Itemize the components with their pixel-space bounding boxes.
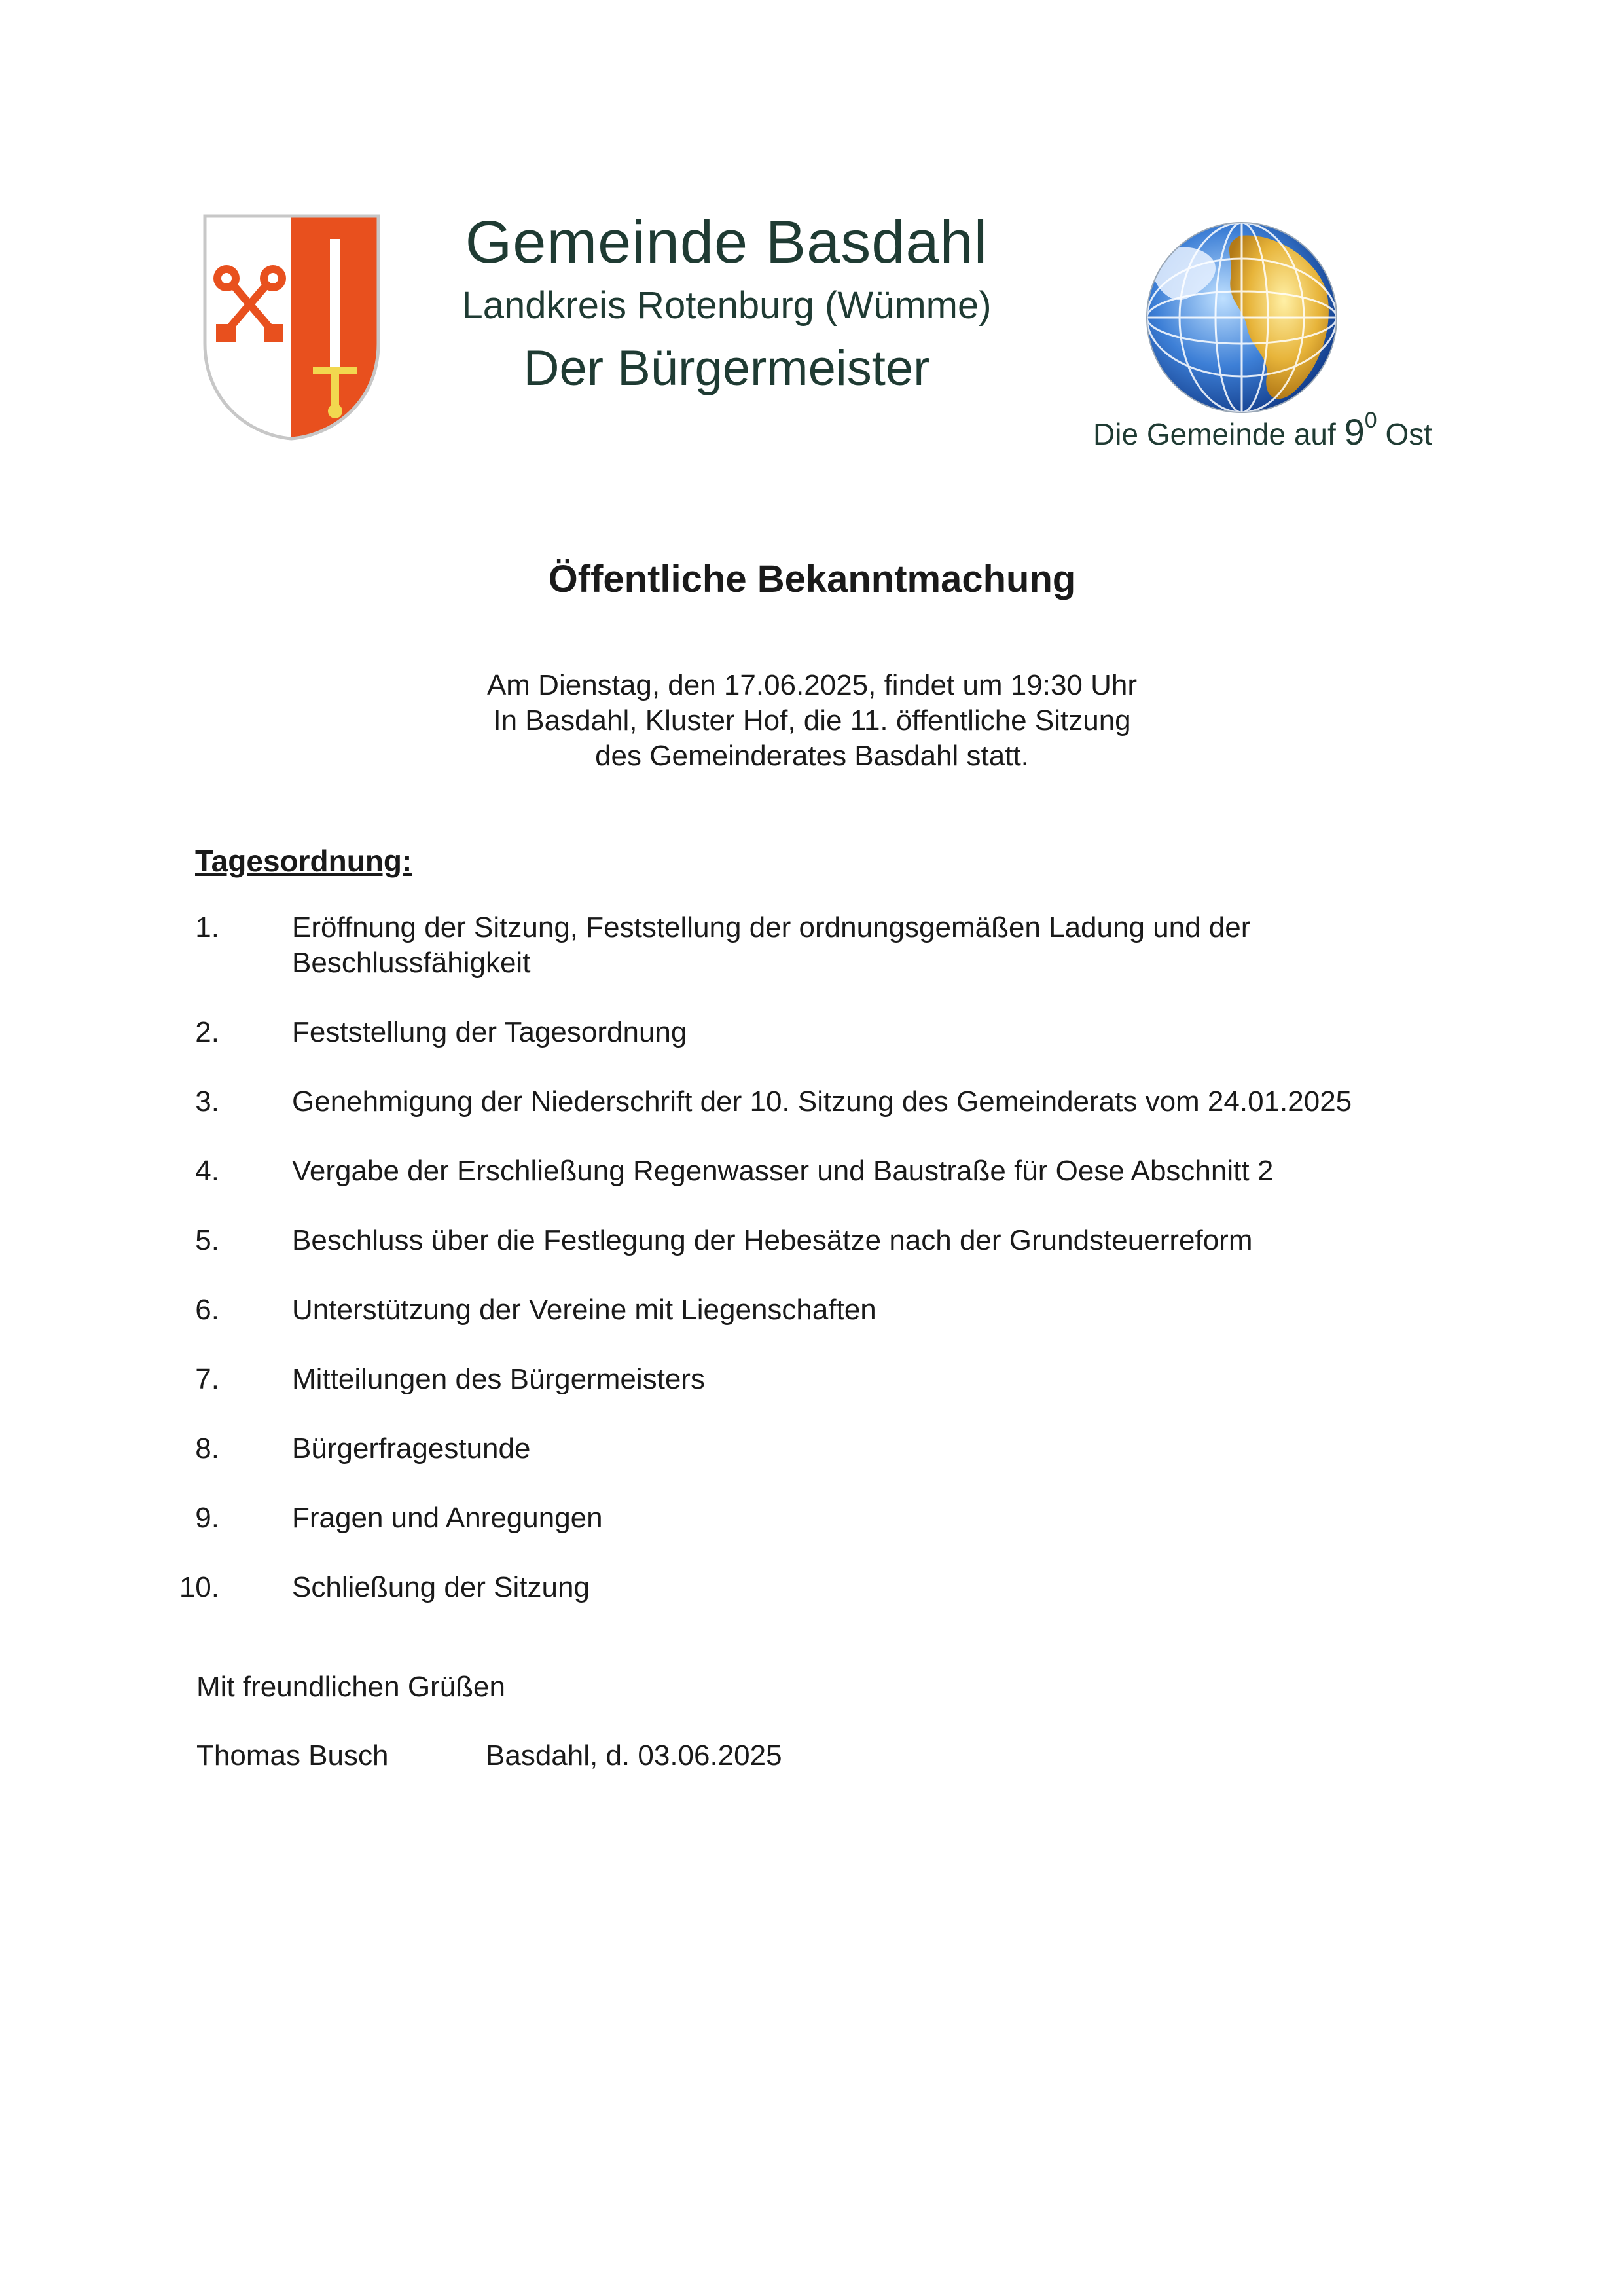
agenda-item	[177, 1570, 1453, 1605]
intro-line: In Basdahl, Kluster Hof, die 11. öffentliche Sitzung	[493, 704, 1131, 737]
agenda-item-text: Mitteilungen des Bürgermeisters	[292, 1363, 705, 1395]
agenda-item-text: Beschluss über die Festlegung der Hebesätze nach der Grundsteuerreform	[292, 1224, 1253, 1256]
agenda-item	[177, 1431, 1453, 1467]
agenda-item-text: Feststellung der Tagesordnung	[292, 1016, 687, 1048]
signature-line	[196, 1738, 782, 1774]
letterhead	[393, 206, 1060, 400]
agenda-item-number: 4.	[195, 1155, 219, 1187]
agenda-item	[177, 1501, 1453, 1536]
agenda-item-text: Eröffnung der Sitzung, Feststellung der ordnungsgemäßen Ladung und der Beschlussfähigkeit	[292, 911, 1251, 979]
notice-title: Öffentliche Bekanntmachung	[548, 558, 1076, 600]
agenda-item-text: Genehmigung der Niederschrift der 10. Sitzung des Gemeinderats vom 24.01.2025	[292, 1085, 1352, 1118]
agenda-item-number: 5.	[195, 1224, 219, 1256]
agenda-item	[177, 1015, 1453, 1050]
agenda-item	[177, 1223, 1453, 1258]
intro-line: des Gemeinderates Basdahl statt.	[595, 740, 1029, 772]
slogan-degree-number: 9	[1344, 411, 1365, 452]
agenda-item-number: 2.	[195, 1016, 219, 1048]
place-date: Basdahl, d. 03.06.2025	[486, 1740, 782, 1772]
agenda-item-text: Bürgerfragestunde	[292, 1432, 531, 1465]
closing-greeting: Mit freundlichen Grüßen	[196, 1671, 505, 1703]
agenda-item-number: 9.	[195, 1502, 219, 1534]
slogan-degree-sup: 0	[1364, 408, 1377, 433]
org-name: Gemeinde Basdahl	[465, 209, 988, 276]
agenda-item-number: 3.	[195, 1085, 219, 1118]
agenda-item-text: Vergabe der Erschließung Regenwasser und Baustraße für Oese Abschnitt 2	[292, 1155, 1274, 1187]
agenda-list	[177, 910, 1453, 1639]
agenda-item-number: 10.	[179, 1571, 219, 1603]
agenda-item	[177, 1154, 1453, 1189]
agenda-item-number: 1.	[195, 911, 219, 943]
globe-icon	[1142, 216, 1342, 419]
agenda-item-text: Fragen und Anregungen	[292, 1502, 603, 1534]
slogan	[1066, 408, 1432, 454]
agenda-heading: Tagesordnung:	[195, 844, 412, 878]
coat-of-arms-icon	[202, 213, 382, 442]
slogan-text: Die Gemeinde auf	[1093, 417, 1336, 451]
agenda-item	[177, 1292, 1453, 1328]
office-title: Der Bürgermeister	[523, 340, 930, 396]
agenda-item	[177, 1362, 1453, 1397]
agenda-item-text: Unterstützung der Vereine mit Liegenschaften	[292, 1294, 876, 1326]
slogan-direction: Ost	[1385, 417, 1432, 451]
agenda-item-text: Schließung der Sitzung	[292, 1571, 590, 1603]
signer-name: Thomas Busch	[196, 1740, 389, 1772]
district-name: Landkreis Rotenburg (Wümme)	[461, 284, 992, 327]
agenda-item	[177, 1084, 1453, 1120]
agenda-item-number: 6.	[195, 1294, 219, 1326]
agenda-item	[177, 910, 1453, 981]
intro-line: Am Dienstag, den 17.06.2025, findet um 19:30 Uhr	[486, 669, 1138, 701]
agenda-item-number: 8.	[195, 1432, 219, 1465]
notice-intro	[0, 668, 1624, 774]
agenda-item-number: 7.	[195, 1363, 219, 1395]
